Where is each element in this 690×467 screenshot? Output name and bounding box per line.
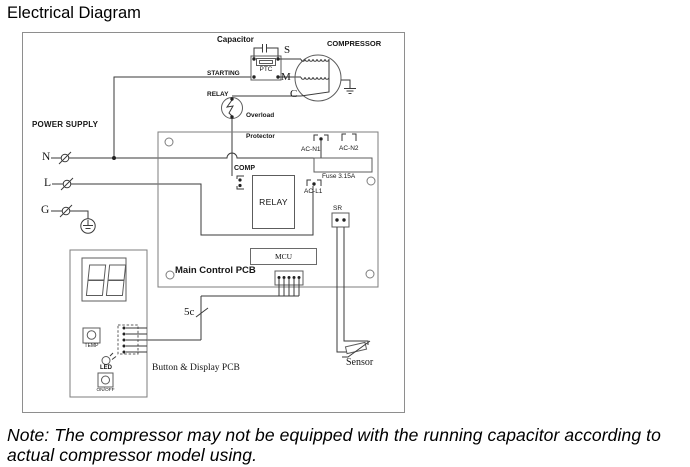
cable-5c-label: 5c bbox=[184, 306, 195, 318]
starting-relay-label: STARTING RELAY bbox=[207, 70, 240, 99]
ac-n2-label: AC-N2 bbox=[339, 145, 359, 152]
page-title: Electrical Diagram bbox=[7, 4, 141, 22]
on-off-button-label: ON/OFF bbox=[96, 388, 115, 393]
sensor-label: Sensor bbox=[346, 357, 374, 368]
compressor-terminal-c: C bbox=[290, 88, 298, 100]
overload-protector-label: Overload Protector bbox=[246, 112, 275, 141]
relay-box: RELAY bbox=[252, 175, 295, 229]
terminal-n-label: N bbox=[42, 151, 51, 163]
ac-n1-label: AC-N1 bbox=[301, 146, 321, 153]
temp-button-label: TEMP bbox=[84, 342, 99, 349]
compressor-terminal-s: S bbox=[284, 44, 291, 56]
note-line-2: actual compressor model using. bbox=[7, 445, 258, 465]
comp-connector-label: COMP bbox=[234, 165, 255, 172]
sr-connector-label: SR bbox=[333, 205, 343, 212]
capacitor-label: Capacitor bbox=[217, 35, 254, 44]
note-text bbox=[7, 425, 687, 465]
ac-l1-label: AC-L1 bbox=[304, 188, 323, 195]
ptc-label: PTC bbox=[259, 66, 273, 73]
led-indicator-label: LED bbox=[100, 364, 112, 371]
fuse-label: Fuse 3.15A bbox=[322, 172, 356, 180]
compressor-terminal-m: M bbox=[281, 71, 291, 83]
main-control-pcb-label: Main Control PCB bbox=[175, 265, 256, 276]
button-display-pcb-label: Button & Display PCB bbox=[152, 363, 240, 373]
compressor-label: COMPRESSOR bbox=[327, 39, 382, 48]
note-line-1: Note: The compressor may not be equipped with the running capacitor according to bbox=[7, 425, 661, 445]
power-supply-label: POWER SUPPLY bbox=[32, 120, 99, 129]
terminal-l-label: L bbox=[44, 177, 52, 189]
terminal-g-label: G bbox=[41, 204, 50, 216]
mcu-box: MCU bbox=[250, 248, 317, 265]
